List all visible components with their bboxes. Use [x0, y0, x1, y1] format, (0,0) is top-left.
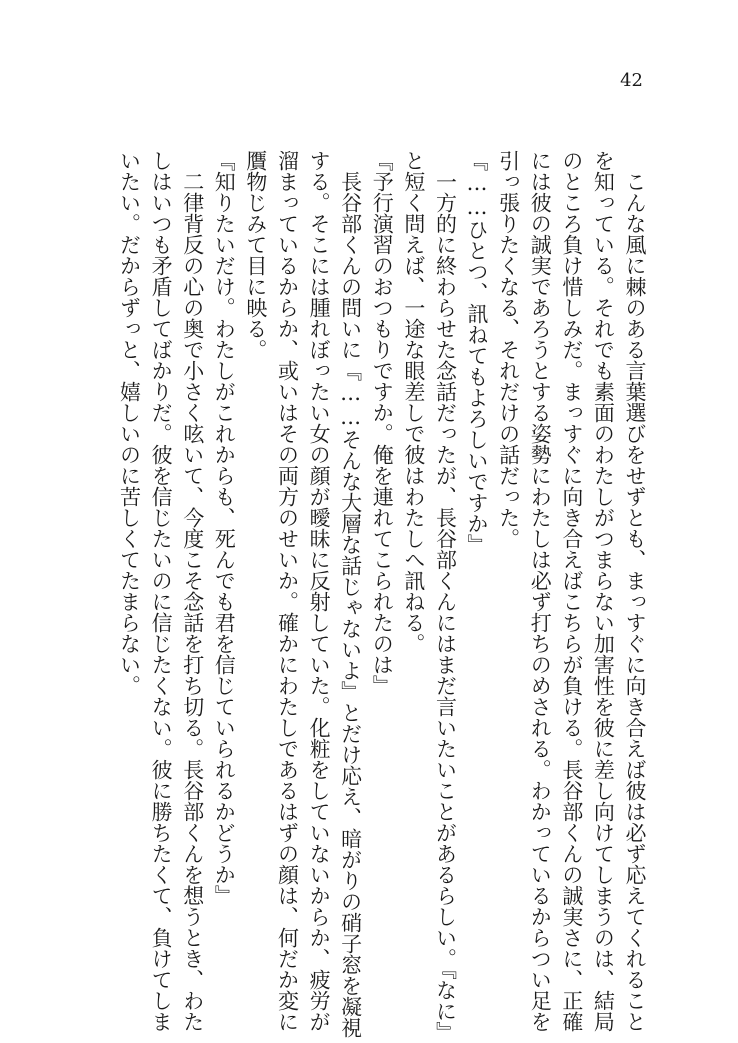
text-line-17: いたい。だからずっと、嬉しいのに苦しくてたまらない。 — [117, 150, 142, 696]
text-line-13: 贋物じみて目に映る。 — [243, 150, 268, 360]
page-number: 42 — [620, 70, 643, 91]
text-line-3: のところ負け惜しみだ。まっすぐに向き合えばこちらが負ける。長谷部くんの誠実さに、正確 — [559, 150, 584, 1032]
text-line-11: する。そこには腫れぼったい女の顔が曖昧に反射していた。化粧をしていないからか、疲労が — [307, 150, 332, 1032]
text-line-14: 『知りたいだけ。わたしがこれからも、死んでも君を信じていられるかどうか』 — [212, 150, 237, 906]
text-line-12: 溜まっているからか、或いはその両方のせいか。確かにわたしであるはずの顔は、何だか変に — [275, 150, 300, 1032]
text-line-7: 一方的に終わらせた念話だったが、長谷部くんにはまだ言いたいことがあるらしい。『なに』 — [433, 150, 458, 1043]
text-line-15: 二律背反の心の奥で小さく呟いて、今度こそ念話を打ち切る。長谷部くんを想うとき、わた — [180, 150, 205, 1032]
text-line-6: 『……ひとつ、訊ねてもよろしいですか』 — [465, 150, 490, 555]
text-line-8: と短く問えば、一途な眼差しで彼はわたしへ訊ねる。 — [401, 150, 426, 654]
text-line-10: 長谷部くんの問いに『……そんな大層な話じゃないよ』とだけ応え、暗がりの硝子窓を凝視 — [338, 150, 363, 1038]
text-line-5: 引っ張りたくなる、それだけの話だった。 — [496, 150, 521, 549]
text-line-16: しはいつも矛盾してばかりだ。彼を信じたいのに信じたくない。彼に勝ちたくて、負けてしま — [149, 150, 174, 1032]
text-line-9: 『予行演習のおつもりですか。俺を連れてこられたのは』 — [370, 150, 395, 696]
body-text — [113, 150, 650, 1043]
text-line-2: を知っている。それでも素面のわたしがつまらない加害性を彼に差し向けてしまうのは、結局 — [591, 150, 616, 1032]
text-line-1: こんな風に棘のある言葉選びをせずとも、まっすぐに向き合えば彼は必ず応えてくれること — [623, 150, 647, 1032]
text-line-4: には彼の誠実であろうとする姿勢にわたしは必ず打ちのめされる。わかっているからつい足を — [528, 150, 553, 1032]
